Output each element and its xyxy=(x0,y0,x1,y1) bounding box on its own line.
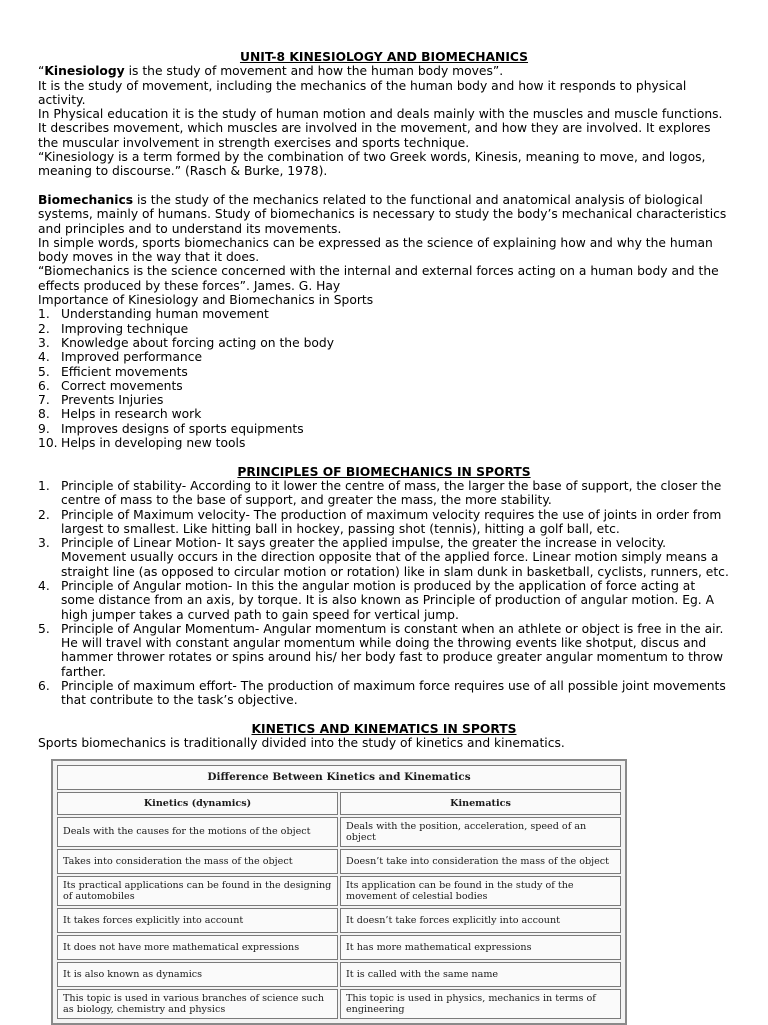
table-cell: This topic is used in various branches of science such as biology, chemistry and physics xyxy=(57,989,338,1019)
list-item xyxy=(38,307,730,321)
list-number: 5. xyxy=(38,621,50,636)
column-header-kinematics: Kinematics xyxy=(340,792,621,815)
list-text: Efficient movements xyxy=(61,364,188,379)
kinesiology-term: Kinesiology xyxy=(44,64,125,79)
table-header-row xyxy=(57,792,621,815)
list-text: Prevents Injuries xyxy=(61,393,164,408)
importance-heading: Importance of Kinesiology and Biomechanics in Sports xyxy=(38,293,374,308)
list-text: Correct movements xyxy=(61,378,183,393)
list-item xyxy=(38,336,730,350)
quote-open: “ xyxy=(38,64,45,79)
list-text: Knowledge about forcing acting on the body xyxy=(61,335,334,350)
difference-table xyxy=(55,763,623,1021)
kinesiology-definition xyxy=(38,64,730,78)
list-item xyxy=(38,679,730,708)
list-item xyxy=(38,508,730,537)
table-cell: It is called with the same name xyxy=(340,962,621,987)
list-number: 4. xyxy=(38,350,50,365)
list-number: 6. xyxy=(38,679,50,694)
biomechanics-def-rest: is the study of the mechanics related to the functional and anatomical analysis of biological systems, mainly of humans. Study of biomechanics is necessary to study the body’s mechanical characteristics and principles and to understand its movements. xyxy=(38,192,727,236)
biomechanics-quote: “Biomechanics is the science concerned with the internal and external forces acting on a human body and the effects produced by these forces”. James. G. Hay xyxy=(38,264,719,293)
list-text: Principle of Angular Momentum- Angular momentum is constant when an athlete or object is free in the air. He will travel with constant angular momentum while doing the throwing events like shotput, discus and hammer thrower rotates or spins around his/ her body fast to produce greater angular momentum to throw farther. xyxy=(61,621,724,679)
list-number: 4. xyxy=(38,578,50,593)
table-cell: Doesn’t take into consideration the mass of the object xyxy=(340,849,621,874)
list-item xyxy=(38,393,730,407)
list-item xyxy=(38,579,730,622)
table-title-row xyxy=(57,765,621,790)
principles-heading: PRINCIPLES OF BIOMECHANICS IN SPORTS xyxy=(237,464,531,479)
column-header-kinetics: Kinetics (dynamics) xyxy=(57,792,338,815)
difference-table-image xyxy=(51,759,627,1025)
list-number: 2. xyxy=(38,507,50,522)
list-number: 7. xyxy=(38,393,50,408)
list-item xyxy=(38,536,730,579)
list-text: Principle of Angular motion- In this the angular motion is produced by the application of force acting at some distance from an axis, by torque. It is also known as Principle of production of angular motion. Eg. A high jumper takes a curved path to gain speed for vertical jump. xyxy=(61,578,715,622)
list-text: Improving technique xyxy=(61,321,189,336)
list-text: Principle of stability- According to it lower the centre of mass, the larger the base of support, the closer the centre of mass to the base of support, and greater the mass, the more stability. xyxy=(61,478,722,508)
list-number: 6. xyxy=(38,378,50,393)
table-cell: Deals with the position, acceleration, speed of an object xyxy=(340,817,621,847)
list-number: 3. xyxy=(38,335,50,350)
list-item xyxy=(38,407,730,421)
list-text: Principle of Maximum velocity- The production of maximum velocity requires the use of joints in order from largest to smallest. Like hitting ball in hockey, passing shot (tennis), hitting a golf ball, etc. xyxy=(61,507,722,536)
table-cell: It takes forces explicitly into account xyxy=(57,908,338,933)
list-number: 3. xyxy=(38,536,50,551)
table-cell: It does not have more mathematical expressions xyxy=(57,935,338,960)
table-cell: It has more mathematical expressions xyxy=(340,935,621,960)
biomechanics-term: Biomechanics xyxy=(38,192,134,207)
list-number: 10. xyxy=(38,436,58,451)
list-item xyxy=(38,365,730,379)
biomechanics-definition xyxy=(38,193,730,236)
list-number: 2. xyxy=(38,321,50,336)
list-text: Helps in developing new tools xyxy=(61,436,246,451)
table-row xyxy=(57,989,621,1019)
principles-list xyxy=(38,479,730,708)
table-row xyxy=(57,962,621,987)
list-text: Principle of maximum effort- The production of maximum force requires use of all possible joint movements that contribute to the task’s objective. xyxy=(61,679,726,708)
kinesiology-paragraph-2: In Physical education it is the study of human motion and deals mainly with the muscles and muscle functions. It describes movement, which muscles are involved in the movement, and how they are involved. It explores the muscular involvement in strength exercises and sports technique. xyxy=(38,107,723,150)
table-row xyxy=(57,908,621,933)
list-text: Improves designs of sports equipments xyxy=(61,421,304,436)
list-item xyxy=(38,479,730,508)
table-cell: It doesn’t take forces explicitly into account xyxy=(340,908,621,933)
unit-heading: UNIT-8 KINESIOLOGY AND BIOMECHANICS xyxy=(239,50,529,64)
list-text: Helps in research work xyxy=(61,407,202,422)
biomechanics-paragraph-1: In simple words, sports biomechanics can be expressed as the science of explaining how and why the human body moves in the way that it does. xyxy=(38,235,713,265)
table-row xyxy=(57,876,621,906)
importance-list xyxy=(38,307,730,450)
table-cell: Its practical applications can be found in the designing of automobiles xyxy=(57,876,338,906)
list-item xyxy=(38,422,730,436)
list-item xyxy=(38,436,730,450)
list-text: Principle of Linear Motion- It says greater the applied impulse, the greater the increase in velocity. Movement usually occurs in the direction opposite that of the applied force. Linear motion simply means a straight line (as opposed to circular motion or rotation) like in slam dunk in basketball, cyclists, runners, etc. xyxy=(61,536,729,579)
list-item xyxy=(38,379,730,393)
table-cell: Its application can be found in the study of the movement of celestial bodies xyxy=(340,876,621,906)
table-row xyxy=(57,849,621,874)
list-item xyxy=(38,350,730,364)
list-number: 8. xyxy=(38,407,50,422)
list-number: 1. xyxy=(38,478,50,493)
table-cell: It is also known as dynamics xyxy=(57,962,338,987)
table-row xyxy=(57,935,621,960)
kinesiology-def-rest: is the study of movement and how the human body moves”. xyxy=(124,64,504,79)
kinesiology-paragraph-1: It is the study of movement, including the mechanics of the human body and how it responds to physical activity. xyxy=(38,78,687,107)
kinetics-heading: KINETICS AND KINEMATICS IN SPORTS xyxy=(251,721,517,736)
table-cell: Deals with the causes for the motions of the object xyxy=(57,817,338,847)
list-text: Understanding human movement xyxy=(61,307,269,322)
list-item xyxy=(38,622,730,679)
table-cell: This topic is used in physics, mechanics in terms of engineering xyxy=(340,989,621,1019)
kinesiology-quote: “Kinesiology is a term formed by the combination of two Greek words, Kinesis, meaning to move, and logos, meaning to discourse.” (Rasch & Burke, 1978). xyxy=(38,150,706,179)
list-item xyxy=(38,322,730,336)
list-number: 9. xyxy=(38,421,50,436)
list-text: Improved performance xyxy=(61,350,203,365)
list-number: 5. xyxy=(38,364,50,379)
table-row xyxy=(57,817,621,847)
list-number: 1. xyxy=(38,307,50,322)
table-cell: Takes into consideration the mass of the object xyxy=(57,849,338,874)
kinetics-intro: Sports biomechanics is traditionally divided into the study of kinetics and kinematics. xyxy=(38,736,565,751)
table-title: Difference Between Kinetics and Kinematics xyxy=(57,765,621,790)
